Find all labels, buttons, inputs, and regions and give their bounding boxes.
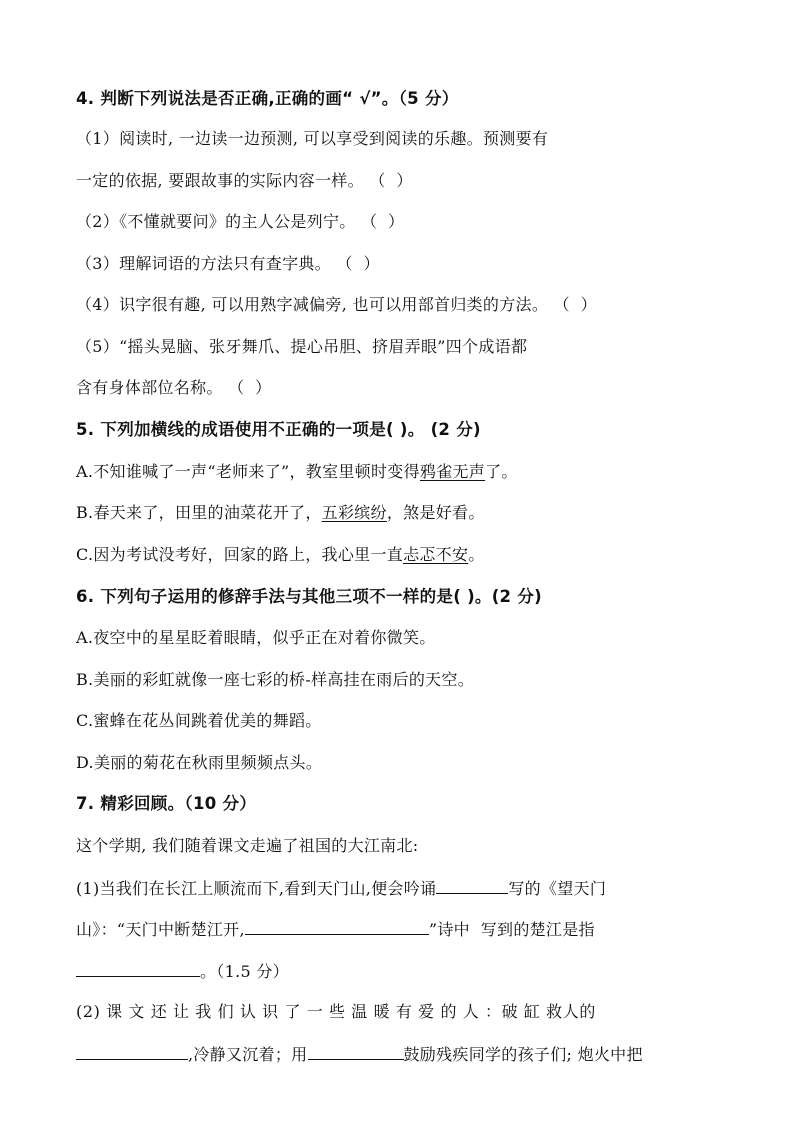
q4-item-5-line-1: （5）“摇头晃脑、张牙舞爪、提心吊胆、挤眉弄眼”四个成语都 [76, 337, 528, 356]
q5-option-c [76, 544, 485, 566]
q7-part-2-line-1: (2) 课 文 还 让 我 们 认 识 了 一 些 温 暖 有 爱 的 人 ：破 缸 救人的 [76, 1002, 596, 1021]
question-7-title: 7. 精彩回顾。（10 分） [76, 794, 257, 813]
q7-p1-text-b: 写的《望天门 [508, 879, 607, 898]
q7-p2-text-b: ,冷静又沉着；用 [188, 1045, 308, 1064]
q4-item-4: （4）识字很有趣, 可以用熟字减偏旁, 也可以用部首归类的方法。 （ ） [76, 295, 597, 314]
question-6-title: 6. 下列句子运用的修辞手法与其他三项不一样的是( )。(2 分) [76, 587, 543, 606]
q6-option-d: D.美丽的菊花在秋雨里频频点头。 [76, 753, 323, 772]
q5-b-text: B.春天来了，田里的油菜花开了， [76, 503, 322, 522]
q4-item-3: （3）理解词语的方法只有查字典。 （ ） [76, 254, 380, 273]
q5-c-underlined-idiom: 忐忑不安 [403, 545, 469, 564]
q7-p1-text-d: ”诗中 写到的楚江是指 [428, 920, 595, 939]
q6-option-a: A.夜空中的星星眨着眼睛，似乎正在对着你微笑。 [76, 628, 436, 647]
q7-part-1-line-2 [76, 918, 595, 941]
q5-a-end: 了。 [485, 462, 518, 481]
q7-chujiang-blank[interactable] [76, 960, 200, 977]
q5-c-end: 。 [468, 545, 485, 564]
q7-author-blank[interactable] [436, 877, 508, 894]
q7-poem-line-blank[interactable] [245, 918, 429, 935]
q4-item-1-line-2: 一定的依据, 要跟故事的实际内容一样。 （ ） [76, 171, 413, 190]
q7-part-1-line-1 [76, 877, 606, 900]
q7-p2-text-c: 鼓励残疾同学的孩子们; 炮火中把 [403, 1045, 643, 1064]
q7-intro: 这个学期, 我们随着课文走遍了祖国的大江南北: [76, 836, 419, 855]
question-4-title: 4. 判断下列说法是否正确,正确的画“ √”。（5 分） [76, 89, 459, 108]
q4-item-2: （2）《不懂就要问》的主人公是列宁。 （ ） [76, 212, 405, 231]
q4-item-1-line-1: （1）阅读时, 一边读一边预测, 可以享受到阅读的乐趣。预测要有 [76, 129, 549, 148]
q7-encourage-blank[interactable] [308, 1043, 404, 1060]
q5-c-text: C.因为考试没考好，回家的路上，我心里一直 [76, 545, 404, 564]
q5-option-a [76, 461, 518, 483]
q7-p1-text-a: (1)当我们在长江上顺流而下,看到天门山,便会吟诵 [76, 879, 437, 898]
q6-option-c: C.蜜蜂在花丛间跳着优美的舞蹈。 [76, 711, 322, 730]
q6-option-b: B.美丽的彩虹就像一座七彩的桥-样高挂在雨后的天空。 [76, 670, 475, 689]
q5-a-underlined-idiom: 鸦雀无声 [419, 462, 486, 481]
q7-part-2-line-2 [76, 1043, 643, 1066]
question-5-title: 5. 下列加横线的成语使用不正确的一项是( )。 (2 分) [76, 420, 481, 439]
q7-person-blank[interactable] [76, 1043, 188, 1060]
q5-b-underlined-idiom: 五彩缤纷 [321, 503, 387, 522]
q7-part-1-line-3 [76, 960, 289, 983]
q7-p1-text-c: 山》：“天门中断楚江开, [76, 920, 245, 939]
q5-option-b [76, 502, 485, 524]
q7-p1-text-e: 。（1.5 分） [200, 962, 289, 981]
q5-b-end: ，煞是好看。 [386, 503, 485, 522]
q5-a-text: A.不知谁喊了一声“老师来了”，教室里顿时变得 [76, 462, 420, 481]
q4-item-5-line-2: 含有身体部位名称。 （ ） [76, 378, 272, 397]
